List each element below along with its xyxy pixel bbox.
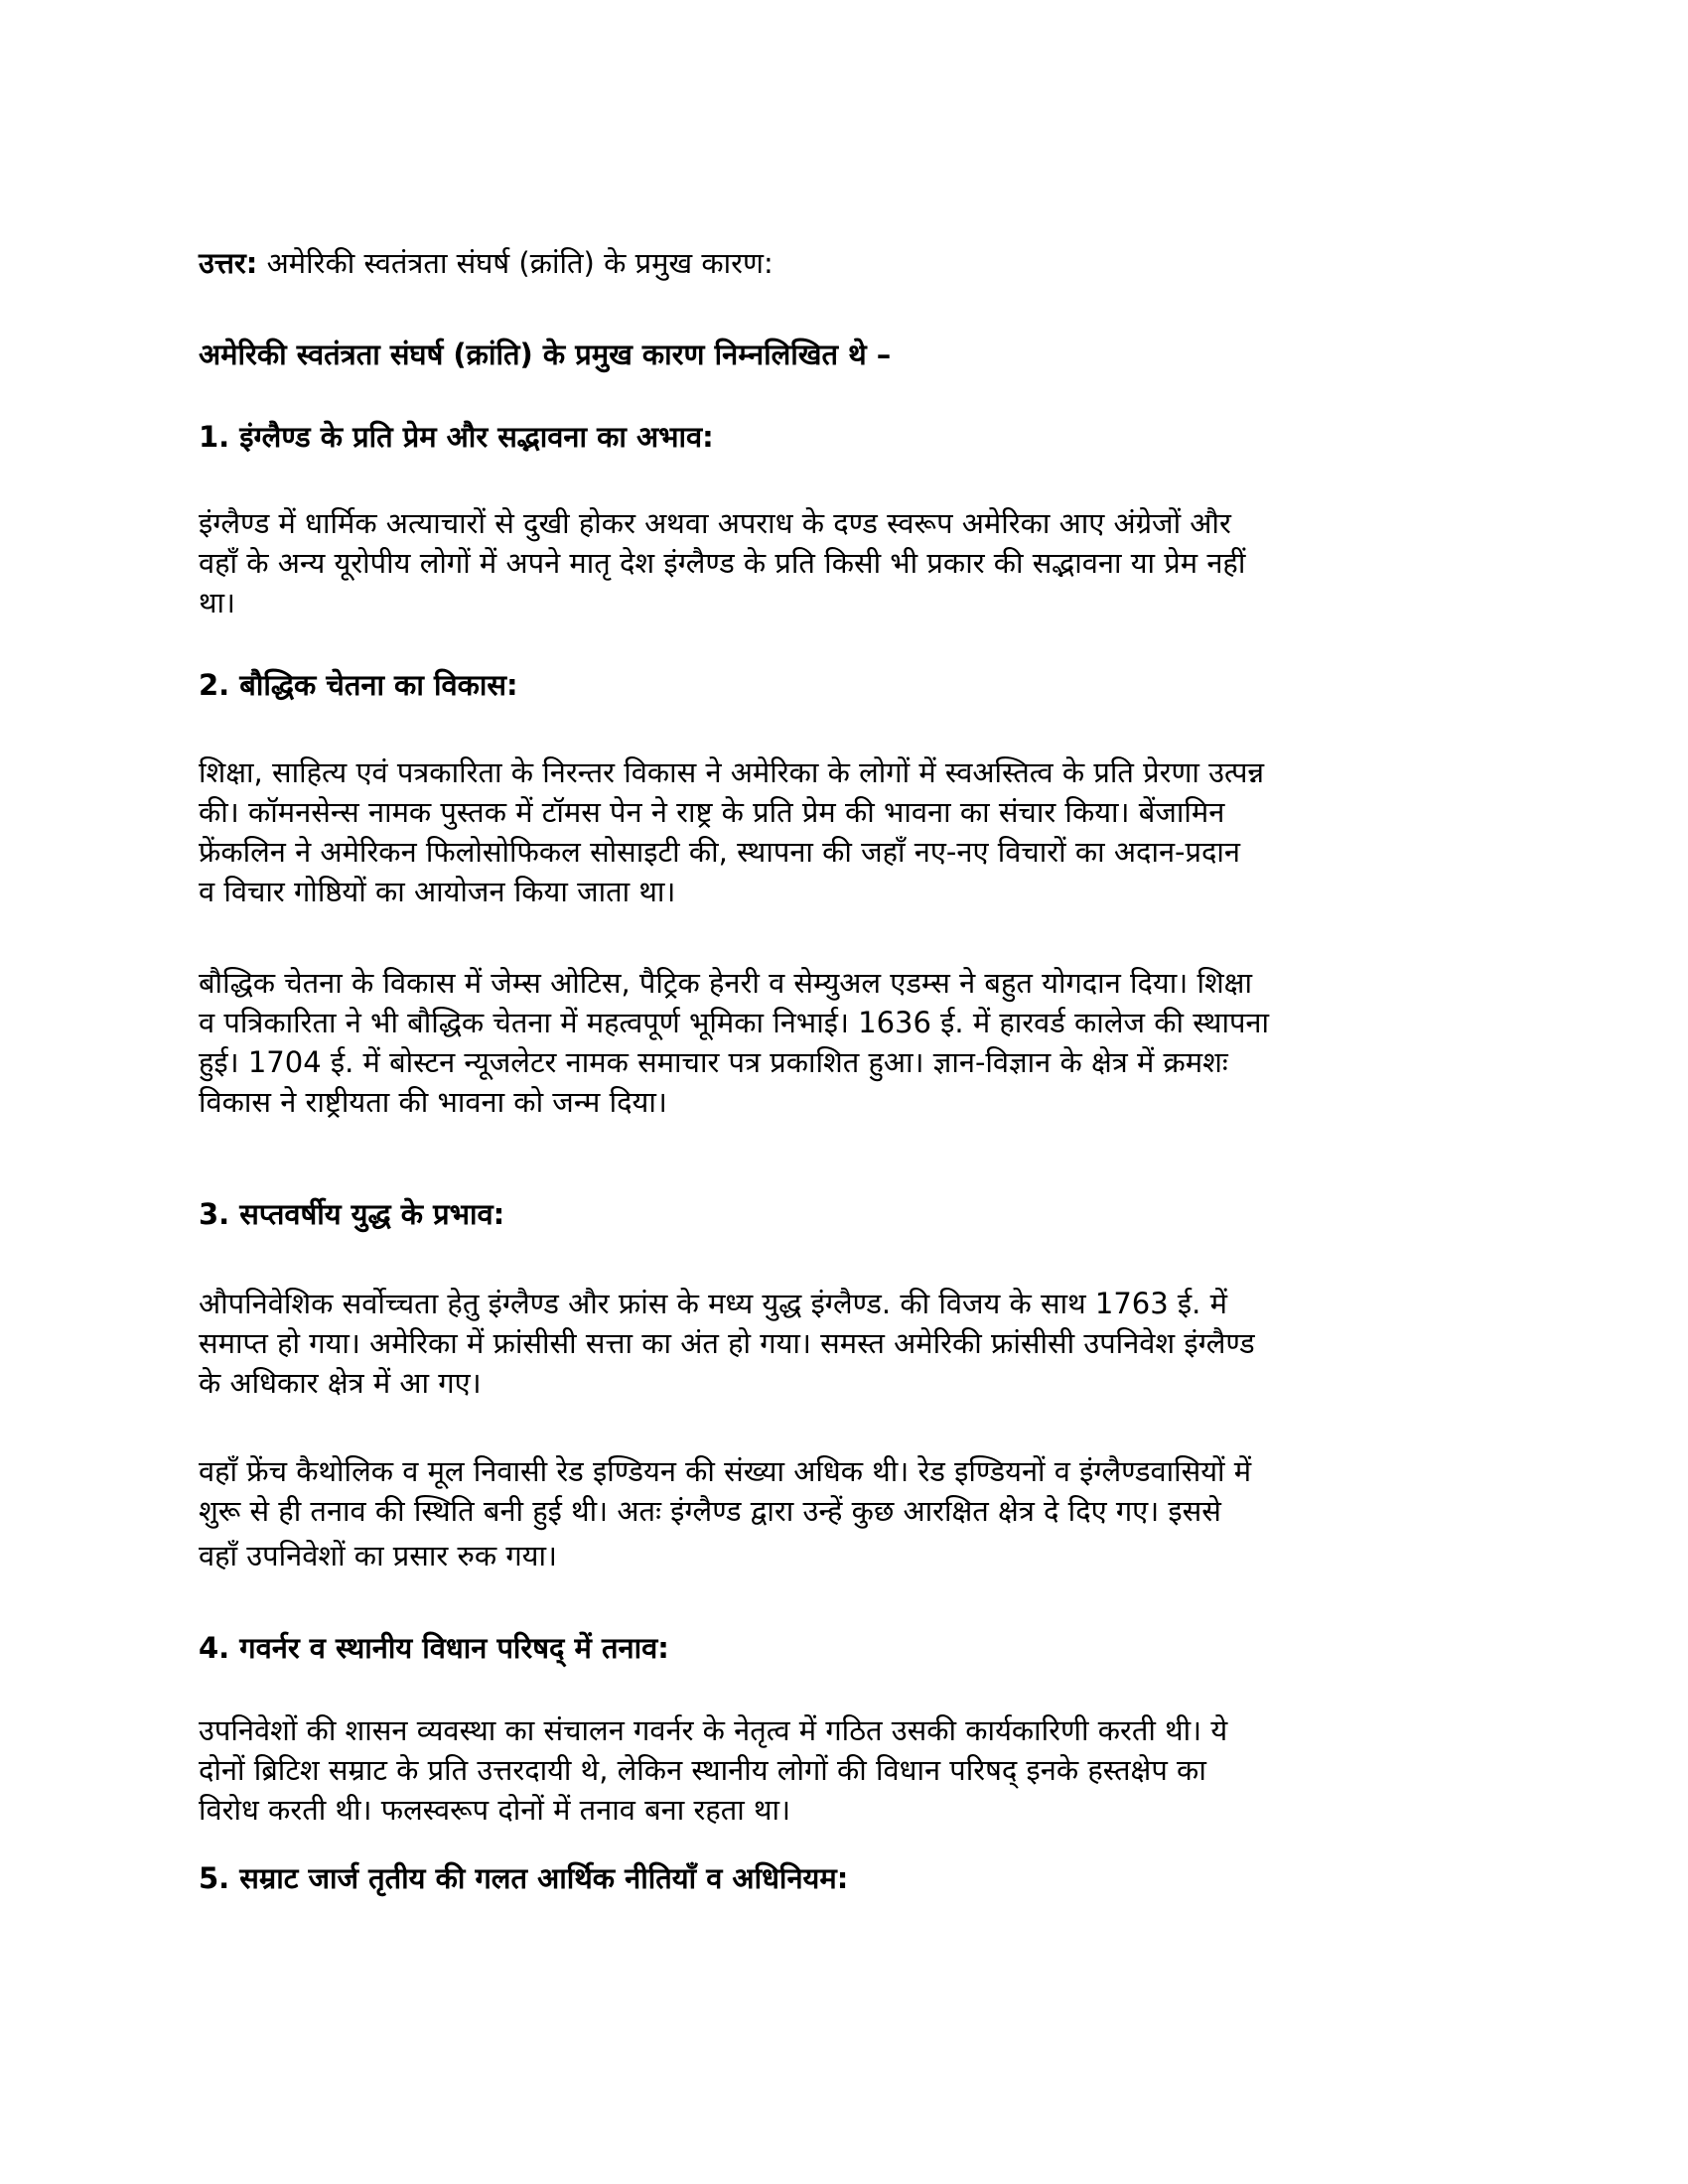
paragraph-line: वहाँ फ्रेंच कैथोलिक व मूल निवासी रेड इण्डियन की संख्या अधिक थी। रेड इण्डियनों व इंग्लैण्डवासियों में <box>199 1454 1252 1488</box>
paragraph-line: उपनिवेशों की शासन व्यवस्था का संचालन गवर्नर के नेतृत्व में गठित उसकी कार्यकारिणी करती थी। ये <box>199 1713 1228 1747</box>
paragraph-line: विकास ने राष्ट्रीयता की भावना को जन्म दिया। <box>199 1085 667 1119</box>
section-heading-2: 2. बौद्धिक चेतना का विकास: <box>199 668 518 702</box>
paragraph-line: की। कॉमनसेन्स नामक पुस्तक में टॉमस पेन ने राष्ट्र के प्रति प्रेम की भावना का संचार किया। बेंजामिन <box>199 795 1225 829</box>
paragraph-line: इंग्लैण्ड में धार्मिक अत्याचारों से दुखी होकर अथवा अपराध के दण्ड स्वरूप अमेरिका आए अंग्रेजों और <box>199 506 1231 540</box>
paragraph-line: वहाँ उपनिवेशों का प्रसार रुक गया। <box>199 1539 557 1572</box>
section-heading-4: 4. गवर्नर व स्थानीय विधान परिषद् में तनाव: <box>199 1631 669 1665</box>
paragraph-line: दोनों ब्रिटिश सम्राट के प्रति उत्तरदायी थे, लेकिन स्थानीय लोगों की विधान परिषद् इनके हस्तक्षेप का <box>199 1753 1206 1787</box>
section-heading-3: 3. सप्तवर्षीय युद्ध के प्रभाव: <box>199 1197 505 1231</box>
section-heading-5: 5. सम्राट जार्ज तृतीय की गलत आर्थिक नीतियाँ व अधिनियम: <box>199 1861 849 1895</box>
answer-line <box>199 241 774 285</box>
section-heading-1: 1. इंग्लैण्ड के प्रति प्रेम और सद्भावना का अभाव: <box>199 420 714 454</box>
paragraph-line: शिक्षा, साहित्य एवं पत्रकारिता के निरन्तर विकास ने अमेरिका के लोगों में स्वअस्तित्व के प्रति प्रेरणा उत्पन्न <box>199 755 1264 789</box>
paragraph-line: शुरू से ही तनाव की स्थिति बनी हुई थी। अतः इंग्लैण्ड द्वारा उन्हें कुछ आरक्षित क्षेत्र दे दिए गए। इससे <box>199 1494 1221 1528</box>
paragraph-line: व विचार गोष्ठियों का आयोजन किया जाता था। <box>199 875 676 908</box>
paragraph-line: औपनिवेशिक सर्वोच्चता हेतु इंग्लैण्ड और फ्रांस के मध्य युद्ध इंग्लैण्ड. की विजय के साथ 1763 ई. में <box>199 1287 1227 1320</box>
paragraph-line: फ्रेंकलिन ने अमेरिकन फिलोसोफिकल सोसाइटी की, स्थापना की जहाँ नए-नए विचारों का अदान-प्रदान <box>199 835 1241 869</box>
answer-label: उत्तर: <box>199 246 258 280</box>
paragraph-line: हुई। 1704 ई. में बोस्टन न्यूजलेटर नामक समाचार पत्र प्रकाशित हुआ। ज्ञान-विज्ञान के क्षेत्र में क्रमशः <box>199 1045 1228 1079</box>
paragraph-line: बौद्धिक चेतना के विकास में जेम्स ओटिस, पैट्रिक हेनरी व सेम्युअल एडम्स ने बहुत योगदान दिया। शिक्षा <box>199 966 1252 1000</box>
paragraph-line: समाप्त हो गया। अमेरिका में फ्रांसीसी सत्ता का अंत हो गया। समस्त अमेरिकी फ्रांसीसी उपनिवेश इंग्लैण्ड <box>199 1326 1255 1360</box>
paragraph-line: विरोध करती थी। फलस्वरूप दोनों में तनाव बना रहता था। <box>199 1793 791 1827</box>
paragraph-line: व पत्रिकारिता ने भी बौद्धिक चेतना में महत्वपूर्ण भूमिका निभाई। 1636 ई. में हारवर्ड कालेज की स्थापना <box>199 1006 1270 1039</box>
paragraph-line: वहाँ के अन्य यूरोपीय लोगों में अपने मातृ देश इंग्लैण्ड के प्रति किसी भी प्रकार की सद्भावना या प्रेम नहीं <box>199 546 1246 580</box>
paragraph-line: था। <box>199 586 236 619</box>
paragraph-line: के अधिकार क्षेत्र में आ गए। <box>199 1366 482 1400</box>
answer-title: अमेरिकी स्वतंत्रता संघर्ष (क्रांति) के प्रमुख कारण: <box>257 246 774 280</box>
subheading: अमेरिकी स्वतंत्रता संघर्ष (क्रांति) के प्रमुख कारण निम्नलिखित थे – <box>199 338 892 371</box>
